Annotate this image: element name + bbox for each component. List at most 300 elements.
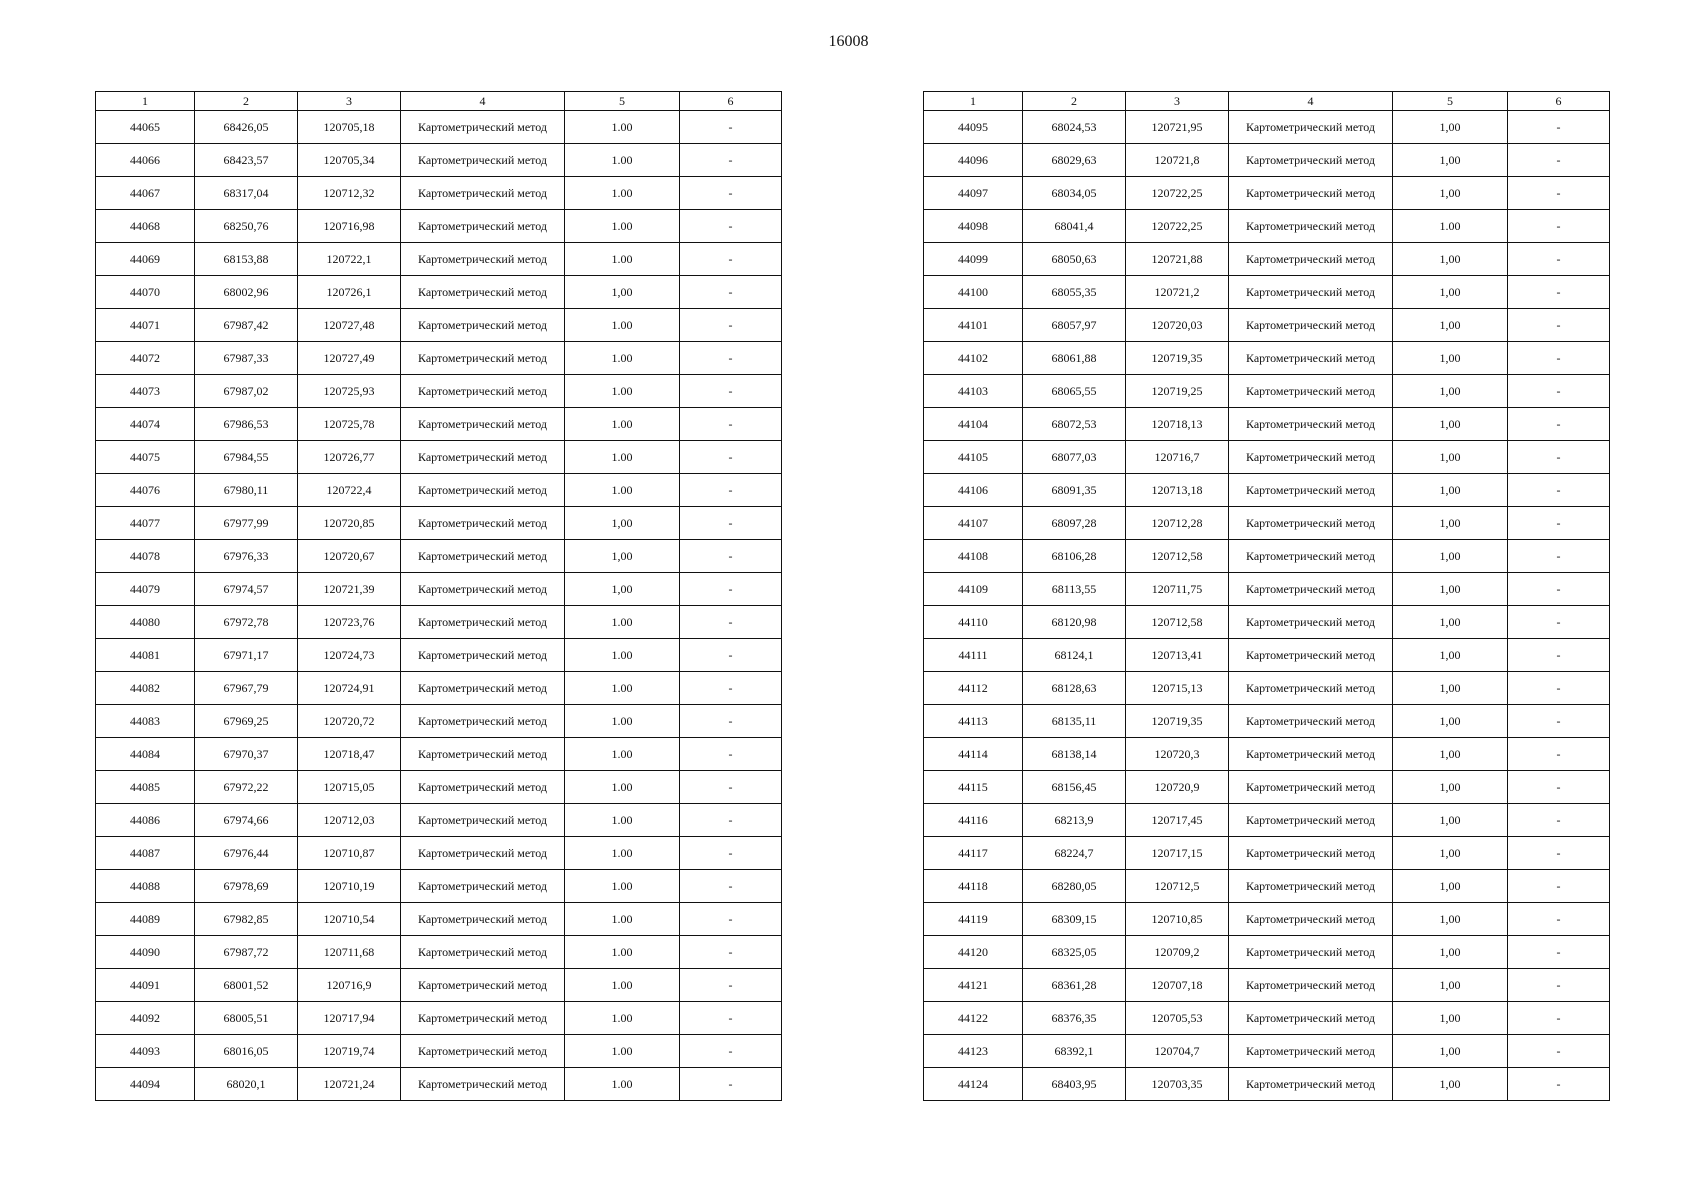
point-number-cell: 44124 [924, 1068, 1023, 1101]
accuracy-cell: 1,00 [1393, 804, 1508, 837]
y-coordinate-cell: 120721,8 [1126, 144, 1229, 177]
y-coordinate-cell: 120707,18 [1126, 969, 1229, 1002]
table-row [924, 408, 1610, 441]
table-row [924, 771, 1610, 804]
y-coordinate-cell: 120711,68 [298, 936, 401, 969]
point-number-cell: 44106 [924, 474, 1023, 507]
table-row [96, 309, 782, 342]
x-coordinate-cell: 67972,78 [195, 606, 298, 639]
x-coordinate-cell: 68024,53 [1023, 111, 1126, 144]
method-cell: Картометрический метод [1229, 705, 1393, 738]
y-coordinate-cell: 120703,35 [1126, 1068, 1229, 1101]
accuracy-cell: 1.00 [565, 705, 680, 738]
description-cell: - [680, 573, 782, 606]
method-cell: Картометрический метод [401, 837, 565, 870]
point-number-cell: 44071 [96, 309, 195, 342]
x-coordinate-cell: 67987,72 [195, 936, 298, 969]
table-row [924, 540, 1610, 573]
x-coordinate-cell: 68213,9 [1023, 804, 1126, 837]
column-header: 3 [1126, 92, 1229, 111]
table-row [924, 342, 1610, 375]
description-cell: - [680, 1068, 782, 1101]
y-coordinate-cell: 120711,75 [1126, 573, 1229, 606]
method-cell: Картометрический метод [1229, 111, 1393, 144]
accuracy-cell: 1,00 [1393, 738, 1508, 771]
description-cell: - [1508, 243, 1610, 276]
table-row [96, 1002, 782, 1035]
x-coordinate-cell: 68065,55 [1023, 375, 1126, 408]
point-number-cell: 44077 [96, 507, 195, 540]
description-cell: - [1508, 507, 1610, 540]
table-row [924, 936, 1610, 969]
accuracy-cell: 1.00 [565, 210, 680, 243]
method-cell: Картометрический метод [401, 672, 565, 705]
method-cell: Картометрический метод [401, 1035, 565, 1068]
method-cell: Картометрический метод [401, 144, 565, 177]
method-cell: Картометрический метод [1229, 342, 1393, 375]
table-row [924, 1068, 1610, 1101]
column-header: 5 [1393, 92, 1508, 111]
point-number-cell: 44084 [96, 738, 195, 771]
x-coordinate-cell: 68124,1 [1023, 639, 1126, 672]
method-cell: Картометрический метод [1229, 210, 1393, 243]
method-cell: Картометрический метод [401, 408, 565, 441]
method-cell: Картометрический метод [401, 771, 565, 804]
y-coordinate-cell: 120727,49 [298, 342, 401, 375]
method-cell: Картометрический метод [1229, 144, 1393, 177]
accuracy-cell: 1,00 [1393, 540, 1508, 573]
description-cell: - [1508, 771, 1610, 804]
point-number-cell: 44076 [96, 474, 195, 507]
point-number-cell: 44094 [96, 1068, 195, 1101]
accuracy-cell: 1,00 [1393, 1068, 1508, 1101]
x-coordinate-cell: 68153,88 [195, 243, 298, 276]
table-row [924, 309, 1610, 342]
method-cell: Картометрический метод [401, 804, 565, 837]
description-cell: - [1508, 309, 1610, 342]
accuracy-cell: 1,00 [1393, 408, 1508, 441]
accuracy-cell: 1,00 [1393, 672, 1508, 705]
table-row [96, 771, 782, 804]
point-number-cell: 44092 [96, 1002, 195, 1035]
point-number-cell: 44072 [96, 342, 195, 375]
y-coordinate-cell: 120721,95 [1126, 111, 1229, 144]
y-coordinate-cell: 120712,28 [1126, 507, 1229, 540]
x-coordinate-cell: 68392,1 [1023, 1035, 1126, 1068]
accuracy-cell: 1.00 [565, 969, 680, 1002]
table-row [924, 474, 1610, 507]
method-cell: Картометрический метод [1229, 177, 1393, 210]
x-coordinate-cell: 68113,55 [1023, 573, 1126, 606]
table-row [96, 804, 782, 837]
method-cell: Картометрический метод [401, 606, 565, 639]
y-coordinate-cell: 120720,85 [298, 507, 401, 540]
accuracy-cell: 1.00 [565, 738, 680, 771]
y-coordinate-cell: 120712,03 [298, 804, 401, 837]
accuracy-cell: 1,00 [1393, 144, 1508, 177]
table-row [924, 441, 1610, 474]
method-cell: Картометрический метод [401, 903, 565, 936]
x-coordinate-cell: 67974,66 [195, 804, 298, 837]
table-row [924, 507, 1610, 540]
method-cell: Картометрический метод [1229, 903, 1393, 936]
point-number-cell: 44070 [96, 276, 195, 309]
accuracy-cell: 1,00 [1393, 474, 1508, 507]
description-cell: - [1508, 1035, 1610, 1068]
x-coordinate-cell: 67987,33 [195, 342, 298, 375]
point-number-cell: 44100 [924, 276, 1023, 309]
y-coordinate-cell: 120722,4 [298, 474, 401, 507]
point-number-cell: 44118 [924, 870, 1023, 903]
description-cell: - [680, 639, 782, 672]
accuracy-cell: 1.00 [565, 441, 680, 474]
point-number-cell: 44103 [924, 375, 1023, 408]
accuracy-cell: 1.00 [565, 375, 680, 408]
point-number-cell: 44081 [96, 639, 195, 672]
method-cell: Картометрический метод [401, 1068, 565, 1101]
accuracy-cell: 1,00 [1393, 969, 1508, 1002]
x-coordinate-cell: 68055,35 [1023, 276, 1126, 309]
y-coordinate-cell: 120709,2 [1126, 936, 1229, 969]
method-cell: Картометрический метод [401, 276, 565, 309]
accuracy-cell: 1,00 [1393, 507, 1508, 540]
description-cell: - [680, 606, 782, 639]
description-cell: - [1508, 474, 1610, 507]
description-cell: - [1508, 606, 1610, 639]
description-cell: - [680, 969, 782, 1002]
y-coordinate-cell: 120710,54 [298, 903, 401, 936]
description-cell: - [680, 1035, 782, 1068]
table-row [924, 705, 1610, 738]
accuracy-cell: 1,00 [1393, 573, 1508, 606]
y-coordinate-cell: 120719,35 [1126, 705, 1229, 738]
point-number-cell: 44079 [96, 573, 195, 606]
description-cell: - [680, 936, 782, 969]
table-row [924, 1035, 1610, 1068]
y-coordinate-cell: 120715,13 [1126, 672, 1229, 705]
table-row [924, 903, 1610, 936]
method-cell: Картометрический метод [1229, 870, 1393, 903]
accuracy-cell: 1,00 [1393, 870, 1508, 903]
description-cell: - [1508, 540, 1610, 573]
table-row [96, 1068, 782, 1101]
point-number-cell: 44105 [924, 441, 1023, 474]
table-row [924, 177, 1610, 210]
accuracy-cell: 1,00 [1393, 1035, 1508, 1068]
method-cell: Картометрический метод [1229, 375, 1393, 408]
y-coordinate-cell: 120721,39 [298, 573, 401, 606]
description-cell: - [1508, 276, 1610, 309]
accuracy-cell: 1,00 [1393, 771, 1508, 804]
table-header-row [96, 92, 782, 111]
accuracy-cell: 1.00 [565, 111, 680, 144]
column-header: 1 [924, 92, 1023, 111]
method-cell: Картометрический метод [1229, 474, 1393, 507]
point-number-cell: 44066 [96, 144, 195, 177]
y-coordinate-cell: 120718,47 [298, 738, 401, 771]
coordinates-table-left [95, 91, 782, 1101]
point-number-cell: 44111 [924, 639, 1023, 672]
point-number-cell: 44075 [96, 441, 195, 474]
x-coordinate-cell: 68280,05 [1023, 870, 1126, 903]
accuracy-cell: 1,00 [565, 573, 680, 606]
point-number-cell: 44102 [924, 342, 1023, 375]
column-header: 5 [565, 92, 680, 111]
page-number: 16008 [828, 33, 869, 50]
method-cell: Картометрический метод [1229, 837, 1393, 870]
x-coordinate-cell: 68029,63 [1023, 144, 1126, 177]
x-coordinate-cell: 68077,03 [1023, 441, 1126, 474]
table-row [924, 375, 1610, 408]
point-number-cell: 44116 [924, 804, 1023, 837]
table-row [96, 375, 782, 408]
table-row [96, 1035, 782, 1068]
method-cell: Картометрический метод [401, 870, 565, 903]
x-coordinate-cell: 67967,79 [195, 672, 298, 705]
y-coordinate-cell: 120720,03 [1126, 309, 1229, 342]
x-coordinate-cell: 68423,57 [195, 144, 298, 177]
description-cell: - [680, 804, 782, 837]
accuracy-cell: 1.00 [565, 1002, 680, 1035]
x-coordinate-cell: 68001,52 [195, 969, 298, 1002]
accuracy-cell: 1,00 [1393, 837, 1508, 870]
x-coordinate-cell: 67970,37 [195, 738, 298, 771]
x-coordinate-cell: 67976,44 [195, 837, 298, 870]
accuracy-cell: 1,00 [1393, 441, 1508, 474]
table-row [96, 639, 782, 672]
description-cell: - [680, 276, 782, 309]
accuracy-cell: 1.00 [565, 870, 680, 903]
column-header: 4 [1229, 92, 1393, 111]
y-coordinate-cell: 120726,1 [298, 276, 401, 309]
y-coordinate-cell: 120719,25 [1126, 375, 1229, 408]
table-row [96, 441, 782, 474]
table-row [924, 672, 1610, 705]
y-coordinate-cell: 120720,67 [298, 540, 401, 573]
accuracy-cell: 1.00 [565, 1068, 680, 1101]
point-number-cell: 44122 [924, 1002, 1023, 1035]
y-coordinate-cell: 120722,1 [298, 243, 401, 276]
table-row [924, 210, 1610, 243]
x-coordinate-cell: 68361,28 [1023, 969, 1126, 1002]
method-cell: Картометрический метод [401, 342, 565, 375]
description-cell: - [680, 870, 782, 903]
description-cell: - [680, 177, 782, 210]
accuracy-cell: 1,00 [1393, 342, 1508, 375]
method-cell: Картометрический метод [1229, 804, 1393, 837]
accuracy-cell: 1.00 [565, 177, 680, 210]
x-coordinate-cell: 68097,28 [1023, 507, 1126, 540]
accuracy-cell: 1,00 [1393, 177, 1508, 210]
accuracy-cell: 1,00 [565, 276, 680, 309]
table-row [924, 573, 1610, 606]
description-cell: - [680, 672, 782, 705]
x-coordinate-cell: 68061,88 [1023, 342, 1126, 375]
table-row [96, 111, 782, 144]
point-number-cell: 44120 [924, 936, 1023, 969]
description-cell: - [1508, 903, 1610, 936]
table-row [924, 969, 1610, 1002]
description-cell: - [680, 903, 782, 936]
accuracy-cell: 1.00 [565, 771, 680, 804]
x-coordinate-cell: 68135,11 [1023, 705, 1126, 738]
y-coordinate-cell: 120721,2 [1126, 276, 1229, 309]
y-coordinate-cell: 120710,85 [1126, 903, 1229, 936]
accuracy-cell: 1,00 [565, 540, 680, 573]
column-header: 6 [1508, 92, 1610, 111]
method-cell: Картометрический метод [1229, 738, 1393, 771]
point-number-cell: 44086 [96, 804, 195, 837]
table-row [96, 144, 782, 177]
coordinates-table-right [923, 91, 1610, 1101]
method-cell: Картометрический метод [1229, 672, 1393, 705]
description-cell: - [1508, 804, 1610, 837]
method-cell: Картометрический метод [401, 474, 565, 507]
y-coordinate-cell: 120705,53 [1126, 1002, 1229, 1035]
x-coordinate-cell: 68426,05 [195, 111, 298, 144]
y-coordinate-cell: 120724,91 [298, 672, 401, 705]
description-cell: - [1508, 210, 1610, 243]
accuracy-cell: 1,00 [1393, 936, 1508, 969]
x-coordinate-cell: 67971,17 [195, 639, 298, 672]
accuracy-cell: 1.00 [1393, 210, 1508, 243]
point-number-cell: 44110 [924, 606, 1023, 639]
x-coordinate-cell: 68309,15 [1023, 903, 1126, 936]
accuracy-cell: 1,00 [1393, 1002, 1508, 1035]
method-cell: Картометрический метод [401, 738, 565, 771]
accuracy-cell: 1.00 [565, 672, 680, 705]
description-cell: - [1508, 672, 1610, 705]
description-cell: - [1508, 441, 1610, 474]
y-coordinate-cell: 120712,58 [1126, 540, 1229, 573]
description-cell: - [680, 111, 782, 144]
x-coordinate-cell: 68041,4 [1023, 210, 1126, 243]
x-coordinate-cell: 67974,57 [195, 573, 298, 606]
point-number-cell: 44074 [96, 408, 195, 441]
y-coordinate-cell: 120721,24 [298, 1068, 401, 1101]
x-coordinate-cell: 68091,35 [1023, 474, 1126, 507]
description-cell: - [680, 540, 782, 573]
method-cell: Картометрический метод [1229, 573, 1393, 606]
accuracy-cell: 1,00 [565, 507, 680, 540]
table-row [924, 111, 1610, 144]
x-coordinate-cell: 67986,53 [195, 408, 298, 441]
method-cell: Картометрический метод [401, 540, 565, 573]
x-coordinate-cell: 68317,04 [195, 177, 298, 210]
x-coordinate-cell: 67982,85 [195, 903, 298, 936]
x-coordinate-cell: 67977,99 [195, 507, 298, 540]
description-cell: - [680, 837, 782, 870]
y-coordinate-cell: 120717,94 [298, 1002, 401, 1035]
method-cell: Картометрический метод [1229, 1068, 1393, 1101]
table-row [96, 903, 782, 936]
table-row [96, 540, 782, 573]
x-coordinate-cell: 68106,28 [1023, 540, 1126, 573]
point-number-cell: 44108 [924, 540, 1023, 573]
table-row [96, 210, 782, 243]
y-coordinate-cell: 120712,58 [1126, 606, 1229, 639]
method-cell: Картометрический метод [1229, 639, 1393, 672]
table-row [96, 837, 782, 870]
y-coordinate-cell: 120724,73 [298, 639, 401, 672]
description-cell: - [680, 474, 782, 507]
table-row [924, 276, 1610, 309]
x-coordinate-cell: 67969,25 [195, 705, 298, 738]
point-number-cell: 44115 [924, 771, 1023, 804]
point-number-cell: 44083 [96, 705, 195, 738]
accuracy-cell: 1,00 [1393, 243, 1508, 276]
point-number-cell: 44119 [924, 903, 1023, 936]
point-number-cell: 44098 [924, 210, 1023, 243]
accuracy-cell: 1.00 [565, 309, 680, 342]
table-row [96, 276, 782, 309]
point-number-cell: 44123 [924, 1035, 1023, 1068]
description-cell: - [680, 507, 782, 540]
table-row [924, 639, 1610, 672]
description-cell: - [1508, 969, 1610, 1002]
method-cell: Картометрический метод [401, 243, 565, 276]
point-number-cell: 44113 [924, 705, 1023, 738]
accuracy-cell: 1.00 [565, 804, 680, 837]
method-cell: Картометрический метод [1229, 441, 1393, 474]
column-header: 2 [195, 92, 298, 111]
column-header: 2 [1023, 92, 1126, 111]
y-coordinate-cell: 120719,74 [298, 1035, 401, 1068]
point-number-cell: 44096 [924, 144, 1023, 177]
point-number-cell: 44097 [924, 177, 1023, 210]
table-row [924, 837, 1610, 870]
accuracy-cell: 1.00 [565, 936, 680, 969]
x-coordinate-cell: 67976,33 [195, 540, 298, 573]
description-cell: - [1508, 144, 1610, 177]
accuracy-cell: 1.00 [565, 144, 680, 177]
table-row [924, 243, 1610, 276]
description-cell: - [680, 408, 782, 441]
x-coordinate-cell: 68005,51 [195, 1002, 298, 1035]
description-cell: - [680, 309, 782, 342]
table-row [924, 870, 1610, 903]
x-coordinate-cell: 67984,55 [195, 441, 298, 474]
description-cell: - [1508, 573, 1610, 606]
point-number-cell: 44078 [96, 540, 195, 573]
table-row [96, 507, 782, 540]
y-coordinate-cell: 120716,98 [298, 210, 401, 243]
point-number-cell: 44073 [96, 375, 195, 408]
method-cell: Картометрический метод [1229, 771, 1393, 804]
x-coordinate-cell: 68034,05 [1023, 177, 1126, 210]
y-coordinate-cell: 120710,19 [298, 870, 401, 903]
y-coordinate-cell: 120704,7 [1126, 1035, 1229, 1068]
accuracy-cell: 1,00 [1393, 276, 1508, 309]
y-coordinate-cell: 120718,13 [1126, 408, 1229, 441]
y-coordinate-cell: 120717,15 [1126, 837, 1229, 870]
method-cell: Картометрический метод [1229, 309, 1393, 342]
y-coordinate-cell: 120720,3 [1126, 738, 1229, 771]
y-coordinate-cell: 120723,76 [298, 606, 401, 639]
y-coordinate-cell: 120725,78 [298, 408, 401, 441]
point-number-cell: 44101 [924, 309, 1023, 342]
description-cell: - [1508, 870, 1610, 903]
point-number-cell: 44080 [96, 606, 195, 639]
y-coordinate-cell: 120705,18 [298, 111, 401, 144]
point-number-cell: 44095 [924, 111, 1023, 144]
point-number-cell: 44087 [96, 837, 195, 870]
y-coordinate-cell: 120716,9 [298, 969, 401, 1002]
method-cell: Картометрический метод [401, 573, 565, 606]
description-cell: - [680, 771, 782, 804]
table-row [924, 738, 1610, 771]
method-cell: Картометрический метод [401, 705, 565, 738]
